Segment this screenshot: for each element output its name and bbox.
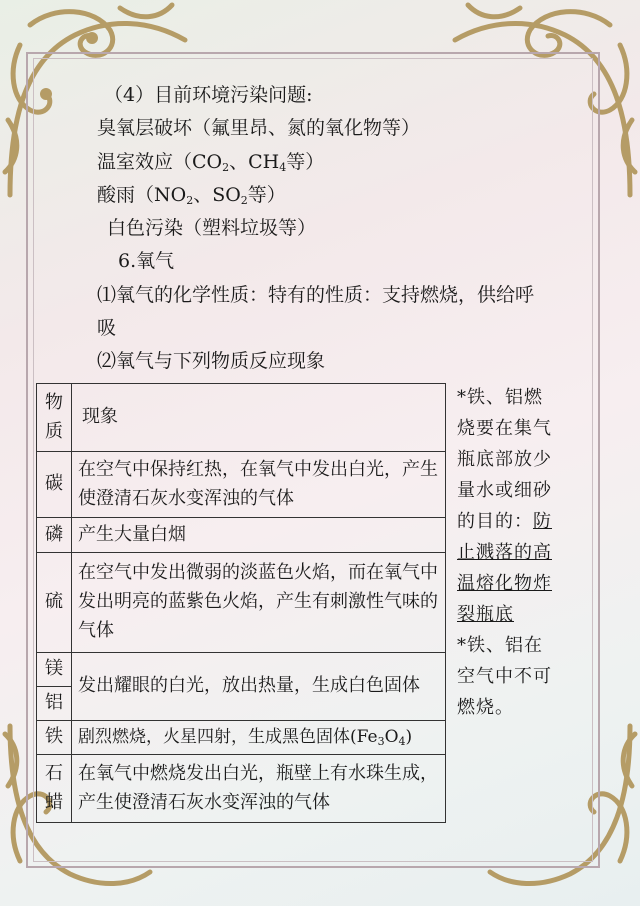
header-substance: 物质 — [37, 384, 72, 452]
side-note-answer: 防止溅落的高温熔化物炸裂瓶底 — [457, 510, 552, 625]
oxygen-reactions-heading: ⑵氧气与下列物质反应现象 — [97, 350, 326, 372]
pollution-acid-rain: 酸雨（$NO_2$、$SO_2$等） — [97, 184, 286, 207]
substance-cell: 铁 — [37, 721, 72, 755]
section-oxygen-heading: 6.氧气 — [118, 250, 175, 272]
table-row — [37, 755, 446, 823]
table-header-row — [37, 384, 446, 452]
substance-cell: 镁 — [37, 653, 72, 687]
table-row — [37, 452, 446, 518]
table-row — [37, 553, 446, 653]
table-row — [37, 721, 446, 755]
section-pollution-heading: （4）目前环境污染问题: — [104, 84, 313, 106]
substance-cell: 磷 — [37, 518, 72, 553]
side-note-air: *铁、铝在空气中不可燃烧。 — [457, 634, 552, 718]
phenomenon-cell: 在氧气中燃烧发出白光，瓶壁上有水珠生成，产生使澄清石灰水变浑浊的气体 — [72, 755, 446, 823]
table-row — [37, 653, 446, 687]
substance-cell: 碳 — [37, 452, 72, 518]
substance-cell: 石蜡 — [37, 755, 72, 823]
header-phenomenon: 现象 — [72, 384, 446, 452]
phenomenon-cell: 剧烈燃烧，火星四射，生成黑色固体$(Fe_3O_4)$ — [72, 721, 446, 755]
substance-cell: 铝 — [37, 687, 72, 721]
side-note — [457, 383, 552, 723]
phenomenon-cell: 发出耀眼的白光，放出热量，生成白色固体 — [72, 653, 446, 721]
pollution-ozone: 臭氧层破坏（氟里昂、氮的氧化物等） — [97, 117, 421, 139]
phenomenon-cell: 在空气中发出微弱的淡蓝色火焰，而在氧气中发出明亮的蓝紫色火焰，产生有刺激性气味的气体 — [72, 553, 446, 653]
pollution-greenhouse: 温室效应（$CO_2$、$CH_4$等） — [97, 151, 325, 174]
oxygen-properties-line1: ⑴氧气的化学性质：特有的性质：支持燃烧，供给呼 — [97, 284, 535, 306]
phenomenon-cell: 产生大量白烟 — [72, 518, 446, 553]
side-note-purpose: *铁、铝燃烧要在集气瓶底部放少量水或细砂的目的： — [457, 387, 552, 532]
reaction-table — [36, 383, 446, 823]
oxygen-properties-line2: 吸 — [97, 317, 117, 339]
phenomenon-cell: 在空气中保持红热，在氧气中发出白光，产生使澄清石灰水变浑浊的气体 — [72, 452, 446, 518]
substance-cell: 硫 — [37, 553, 72, 653]
pollution-white: 白色污染（塑料垃圾等） — [107, 217, 317, 239]
table-row — [37, 518, 446, 553]
